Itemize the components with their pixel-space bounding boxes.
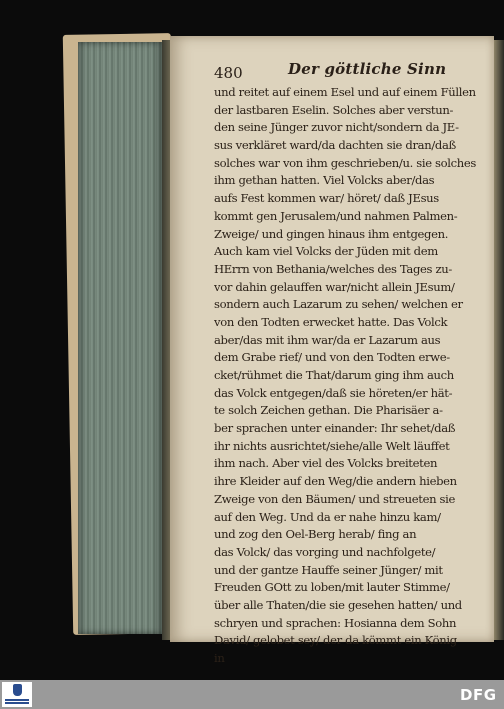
text-line: den seine Jünger zuvor nicht/sondern da JE- (214, 120, 459, 135)
text-line: ber sprachen unter einander: Ihr sehet/daß (214, 421, 456, 436)
text-line: dem Grabe rief/ und von den Todten erwe- (214, 350, 450, 365)
text-line: Auch kam viel Volcks der Jüden mit dem (214, 244, 438, 259)
text-line: sus verkläret ward/da dachten sie dran/daß (214, 138, 456, 153)
text-line: vor dahin gelauffen war/nicht allein JEsum/ (214, 279, 455, 294)
text-line: ihm gethan hatten. Viel Volcks aber/das (214, 173, 435, 188)
text-line: Zweige von den Bäumen/ und streueten sie (214, 491, 456, 506)
text-line: ihr nichts ausrichtet/siehe/alle Welt läuffet (214, 438, 450, 453)
book-fore-edge (78, 42, 164, 634)
text-line: solches war von ihm geschrieben/u. sie solches (214, 155, 477, 170)
text-line: von den Todten erwecket hatte. Das Volck (214, 314, 448, 329)
text-line: über alle Thaten/die sie gesehen hatten/ und (214, 597, 462, 612)
text-line: und der gantze Hauffe seiner Jünger/ mit (214, 562, 443, 577)
text-line: cket/rühmet die That/darum ging ihm auch (214, 368, 454, 382)
text-line: und reitet auf einem Esel und auf einem Füllen (214, 85, 476, 99)
text-line: HErrn von Bethania/welches des Tages zu- (214, 261, 452, 276)
text-line: ihre Kleider auf den Weg/die andern hieben (214, 474, 457, 489)
library-seal-icon[interactable] (2, 682, 32, 707)
text-line: sondern auch Lazarum zu sehen/ welchen er (214, 297, 463, 312)
text-line: kommt gen Jerusalem/und nahmen Palmen- (214, 208, 458, 223)
text-line: in (214, 651, 225, 665)
text-line: auf den Weg. Und da er nahe hinzu kam/ (214, 509, 441, 524)
seal-caption-lines (5, 699, 29, 701)
text-line: David/ gelobet sey/ der da kömmt ein König (214, 633, 457, 648)
text-line: Freuden GOtt zu loben/mit lauter Stimme/ (214, 580, 450, 595)
text-line: das Volck entgegen/daß sie höreten/er hät- (214, 385, 453, 400)
body-text (214, 84, 488, 668)
text-line: te solch Zeichen gethan. Die Pharisäer a- (214, 403, 443, 418)
page-right-edge (494, 40, 504, 640)
text-line: schryen und sprachen: Hosianna dem Sohn (214, 615, 457, 630)
text-line: ihm nach. Aber viel des Volcks breiteten (214, 456, 438, 471)
text-line: aufs Fest kommen war/ höret/ daß JEsus (214, 191, 439, 206)
running-head: Der göttliche Sinn (288, 60, 447, 78)
text-line: und zog den Oel-Berg herab/ fing an (214, 527, 417, 542)
text-line: der lastbaren Eselin. Solches aber verstun- (214, 102, 454, 117)
dfg-logo[interactable]: DFG (460, 686, 497, 704)
page-number: 480 (214, 64, 243, 82)
text-line: Zweige/ und gingen hinaus ihm entgegen. (214, 226, 449, 241)
text-line: das Volck/ das vorging und nachfolgete/ (214, 544, 436, 559)
text-line: aber/das mit ihm war/da er Lazarum aus (214, 332, 441, 347)
footer-bar (0, 680, 504, 709)
seal-shield-icon (13, 684, 22, 696)
